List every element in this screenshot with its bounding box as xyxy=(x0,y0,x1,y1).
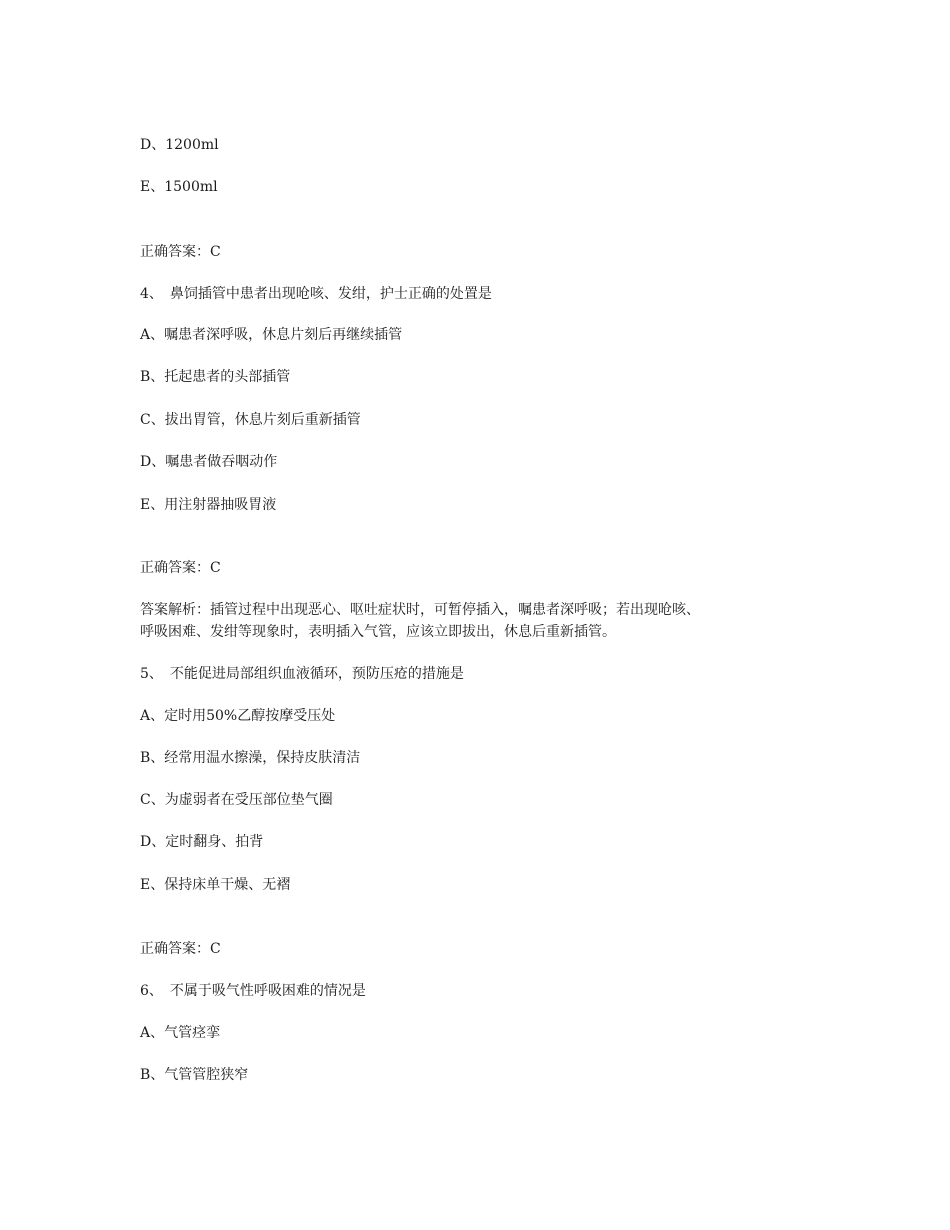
q5-option-d: D、定时翻身、拍背 xyxy=(140,834,264,850)
q5-option-e: E、保持床单干燥、无褶 xyxy=(140,877,291,893)
q4-option-e: E、用注射器抽吸胃液 xyxy=(140,497,277,513)
q4-option-c: C、拔出胃管，休息片刻后重新插管 xyxy=(140,412,361,428)
q6-question: 6、 不属于吸气性呼吸困难的情况是 xyxy=(140,983,366,999)
q3-option-d: D、1200ml xyxy=(140,137,219,153)
q5-answer: 正确答案：C xyxy=(140,941,221,957)
q4-option-a: A、嘱患者深呼吸，休息片刻后再继续插管 xyxy=(140,327,403,343)
q5-option-c: C、为虚弱者在受压部位垫气圈 xyxy=(140,792,333,808)
q4-option-b: B、托起患者的头部插管 xyxy=(140,369,291,385)
q3-option-e: E、1500ml xyxy=(140,179,218,195)
q5-question: 5、 不能促进局部组织血液循环，预防压疮的措施是 xyxy=(140,666,464,682)
q6-option-b: B、气管管腔狭窄 xyxy=(140,1067,249,1083)
q4-explanation-line2: 呼吸困难、发绀等现象时，表明插入气管，应该立即拔出，休息后重新插管。 xyxy=(140,624,616,640)
q4-question: 4、 鼻饲插管中患者出现呛咳、发绀，护士正确的处置是 xyxy=(140,286,492,302)
q3-answer: 正确答案：C xyxy=(140,244,221,260)
q4-option-d: D、嘱患者做吞咽动作 xyxy=(140,454,278,470)
q4-answer: 正确答案：C xyxy=(140,560,221,576)
q5-option-b: B、经常用温水擦澡，保持皮肤清洁 xyxy=(140,750,361,766)
q5-option-a: A、定时用50%乙醇按摩受压处 xyxy=(140,708,336,724)
q6-option-a: A、气管痉挛 xyxy=(140,1025,221,1041)
q4-explanation-line1: 答案解析：插管过程中出现恶心、呕吐症状时，可暂停插入，嘱患者深呼吸；若出现呛咳、 xyxy=(140,602,700,618)
